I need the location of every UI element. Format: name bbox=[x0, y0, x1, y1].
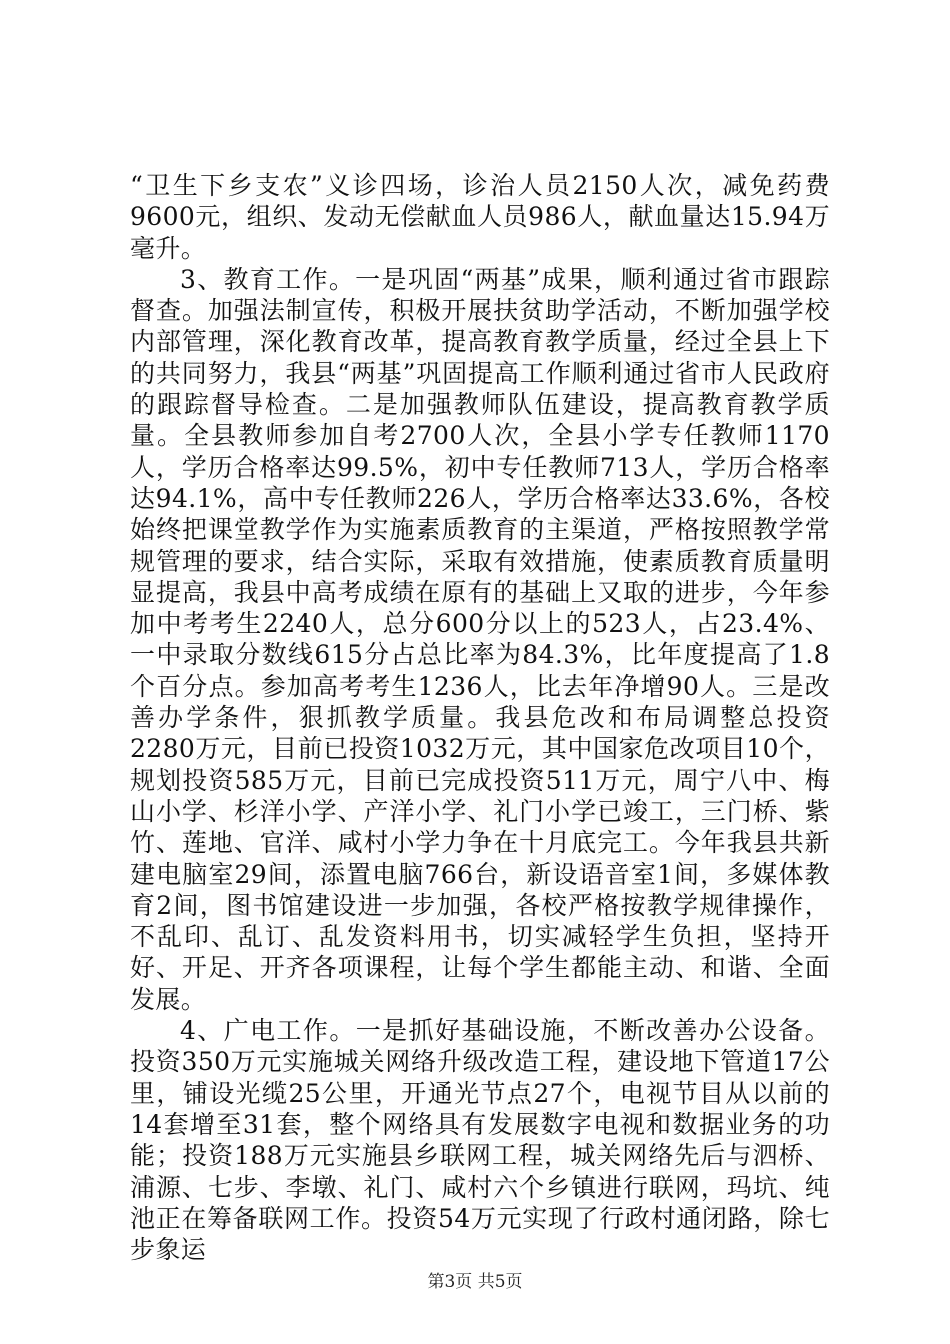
paragraph-1: “卫生下乡支农”义诊四场，诊治人员2150人次，减免药费9600元，组织、发动无偿献血人员986人，献血量达15.94万毫升。 bbox=[130, 171, 830, 263]
body-text bbox=[130, 170, 830, 1265]
page-number: 第3页 共5页 bbox=[427, 1272, 523, 1292]
paragraph-3: 4、广电工作。一是抓好基础设施，不断改善办公设备。投资350万元实施城关网络升级改造工程，建设地下管道17公里，铺设光缆25公里，开通光节点27个，电视节目从以前的14套增至31套，整个网络具有发展数字电视和数据业务的功能；投资188万元实施县乡联网工程，城关网络先后与泗桥、浦源、七步、李墩、礼门、咸村六个乡镇进行联网，玛坑、纯池正在筹备联网工作。投资54万元实现了行政村通闭路，除七步象运 bbox=[130, 1016, 830, 1265]
page-footer bbox=[0, 1271, 950, 1293]
paragraph-2: 3、教育工作。一是巩固“两基”成果，顺利通过省市跟踪督查。加强法制宣传，积极开展扶贫助学活动，不断加强学校内部管理，深化教育改革，提高教育教学质量，经过全县上下的共同努力，我县“两基”巩固提高工作顺利通过省市人民政府的跟踪督导检查。二是加强教师队伍建设，提高教育教学质量。全县教师参加自考2700人次，全县小学专任教师1170人，学历合格率达99.5%，初中专任教师713人，学历合格率达94.1%，高中专任教师226人，学历合格率达33.6%，各校始终把课堂教学作为实施素质教育的主渠道，严格按照教学常规管理的要求，结合实际，采取有效措施，使素质教育质量明显提高，我县中高考成绩在原有的基础上又取的进步，今年参加中考考生2240人，总分600分以上的523人，占23.4%、一中录取分数线615分占总比率为84.3%，比年度提高了1.8个百分点。参加高考考生1236人，比去年净增90人。三是改善办学条件，狠抓教学质量。我县危改和布局调整总投资2280万元，目前已投资1032万元，其中国家危改项目10个，规划投资585万元，目前已完成投资511万元，周宁八中、梅山小学、杉洋小学、产洋小学、礼门小学已竣工，三门桥、紫竹、莲地、官洋、咸村小学力争在十月底完工。今年我县共新建电脑室29间，添置电脑766台，新设语音室1间，多媒体教育2间，图书馆建设进一步加强，各校严格按教学规律操作，不乱印、乱订、乱发资料用书，切实减轻学生负担，坚持开好、开足、开齐各项课程，让每个学生都能主动、和谐、全面发展。 bbox=[130, 264, 830, 1014]
